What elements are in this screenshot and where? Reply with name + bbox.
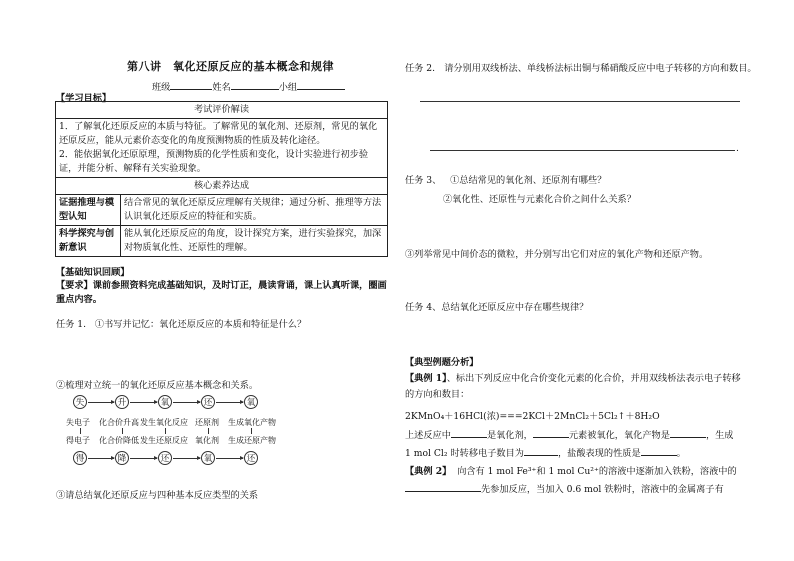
- example1-q1: [405, 427, 734, 441]
- task1-label: 任务 1.: [56, 319, 87, 330]
- page-title: 第八讲 氧化还原反应的基本概念和规律: [127, 60, 334, 73]
- name-label: 姓名: [212, 82, 231, 93]
- task3: [405, 172, 606, 186]
- task3-label: 任务 3、: [405, 175, 442, 186]
- example1-q2: [405, 445, 686, 459]
- diagram-label: 还原剂: [195, 418, 219, 427]
- diagram-label: 氧化剂: [195, 436, 219, 445]
- class-info-line: [152, 79, 345, 93]
- eval-text: 1．了解氧化还原反应的本质与特征。了解常见的氧化剂、还原剂，常见的氧化还原反应，能从元素价态变化的角度预测物质的性质及转化途径。 2．能依据氧化还原原理，预测物质的化学性质和变化，设计实验进行初步验证，并能分析、解释有关实验现象。: [56, 119, 388, 178]
- arrow: [173, 458, 200, 459]
- class-label: 班级: [152, 82, 171, 93]
- diagram-circle: 得: [73, 451, 87, 465]
- blank-product[interactable]: [670, 428, 706, 438]
- diagram-circle: 氧: [201, 451, 215, 465]
- diagram-label: 得电子: [66, 436, 90, 445]
- connector: [80, 428, 81, 434]
- q-text: ，盐酸表现的性质是: [557, 448, 641, 459]
- diagram-circle: 升: [115, 395, 129, 409]
- diagram-label: 生成氧化产物: [228, 418, 276, 427]
- row-text: 结合常见的氧化还原反应理解有关规律；通过分析、推理等方法认识氧化还原反应的特征和实质。: [121, 195, 388, 226]
- example2-text: 向含有 1 mol Fe³⁺和 1 mol Cu²⁺的溶液中逐渐加入铁粉，溶液中的: [457, 466, 737, 477]
- requirement-text: 课前参照资料完成基础知识，及时订正，晨读背诵，课上认真听课，圈画重点内容。: [56, 280, 387, 305]
- connector: [251, 428, 252, 434]
- q-text: 1 mol Cl₂ 时转移电子数目为: [405, 448, 524, 459]
- task3-q2: ②氧化性、还原性与元素化合价之间什么关系？: [443, 194, 636, 205]
- period: .: [736, 143, 739, 154]
- example2: [405, 463, 737, 477]
- diagram-label: 发生氧化反应: [140, 418, 188, 427]
- diagram-circle: 还: [201, 395, 215, 409]
- arrow: [88, 402, 114, 403]
- arrow: [130, 402, 157, 403]
- name-blank[interactable]: [231, 80, 279, 90]
- row-label: 科学探究与创新意识: [56, 226, 121, 257]
- table-header-eval: 考试评价解读: [56, 102, 388, 119]
- task2: 任务 2. 请分别用双线桥法、单线桥法标出铜与稀硝酸反应中电子转移的方向和数目。: [405, 63, 757, 74]
- requirement: [56, 279, 389, 307]
- arrow: [216, 402, 243, 403]
- requirement-label: 【要求】: [56, 280, 93, 291]
- answer-line[interactable]: [420, 101, 740, 102]
- objectives-table: [55, 101, 388, 257]
- diagram-label: 失电子: [66, 418, 90, 427]
- diagram-circle: 失: [73, 395, 87, 409]
- basics-header: 【基础知识回顾】: [56, 267, 130, 278]
- examples-header: 【典型例题分析】: [405, 357, 479, 368]
- goals-header: 【学习目标】: [56, 93, 112, 104]
- group-label: 小组: [278, 82, 298, 93]
- connector: [165, 428, 166, 434]
- blank-oxidant[interactable]: [451, 428, 487, 438]
- example2-line2: [405, 481, 724, 495]
- example1-text: 、标出下列反应中化合价变化元素的化合价，并用双线桥法表示电子转移的方向和数目：: [405, 373, 741, 400]
- row-label: 证据推理与模型认知: [56, 195, 121, 226]
- table-header-core: 核心素养达成: [56, 178, 388, 195]
- q-text: 元素被氧化，氧化产物是: [568, 430, 670, 441]
- diagram-circle: 还: [244, 451, 258, 465]
- example1: [405, 371, 745, 403]
- blank-element[interactable]: [533, 428, 569, 438]
- diagram-label: 化合价降低: [99, 436, 139, 445]
- connector: [208, 428, 209, 434]
- connector: [122, 428, 123, 434]
- row-text: 能从氧化还原反应的角度，设计探究方案，进行实验探究，加深对物质氧化性、还原性的理解。: [121, 226, 388, 257]
- q-text: 上述反应中: [405, 430, 451, 441]
- diagram-circle: 氧: [158, 395, 172, 409]
- diagram-label: 生成还原产物: [228, 436, 276, 445]
- example2-text2: 先参加反应，当加入 0.6 mol 铁粉时，溶液中的金属离子有: [481, 484, 724, 495]
- equation: 2KMnO₄＋16HCl(浓)===2KCl＋2MnCl₂＋5Cl₂↑＋8H₂O: [405, 411, 660, 422]
- diagram-label: 发生还原反应: [140, 436, 188, 445]
- example2-label: 【典例 2】: [405, 466, 452, 477]
- blank-property[interactable]: [641, 446, 677, 456]
- arrow: [88, 458, 114, 459]
- example1-label: 【典例 1】: [405, 373, 447, 384]
- task4: 任务 4、总结氧化还原反应中存在哪些规律？: [405, 302, 589, 313]
- task3-q1: ①总结常见的氧化剂、还原剂有哪些？: [450, 175, 607, 186]
- group-blank[interactable]: [297, 80, 345, 90]
- diagram-label: 化合价升高: [99, 418, 139, 427]
- blank-first-ion[interactable]: [405, 482, 481, 492]
- q-text: ，生成: [705, 430, 734, 441]
- arrow: [216, 458, 243, 459]
- task1-relation: ③请总结氧化还原反应与四种基本反应类型的关系: [56, 490, 259, 501]
- diagram-circle: 还: [158, 451, 172, 465]
- task1-text: ①书写并记忆：氧化还原反应的本质和特征是什么？: [94, 319, 307, 330]
- task3-q3: ③列举常见中间价态的微粒，并分别写出它们对应的氧化产物和还原产物。: [405, 249, 709, 260]
- task1-concepts: ②梳理对立统一的氧化还原反应基本概念和关系。: [56, 380, 259, 391]
- arrow: [130, 458, 157, 459]
- diagram-circle: 氧: [244, 395, 258, 409]
- q-text: 。: [676, 448, 686, 459]
- diagram-circle: 降: [115, 451, 129, 465]
- class-blank[interactable]: [170, 80, 212, 90]
- task1: [56, 316, 306, 330]
- answer-line[interactable]: [430, 150, 735, 151]
- q-text: 是氧化剂，: [486, 430, 533, 441]
- arrow: [173, 402, 200, 403]
- blank-electrons[interactable]: [524, 446, 558, 456]
